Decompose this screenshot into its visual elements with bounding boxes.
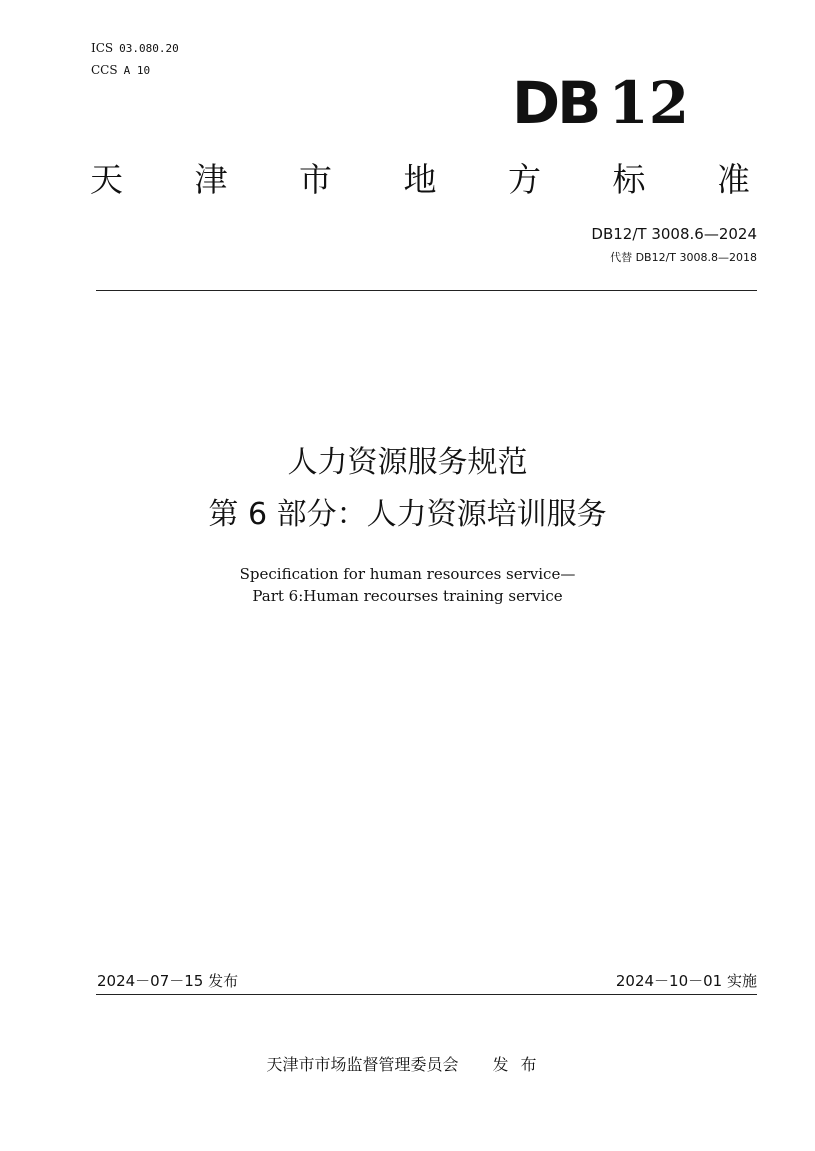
footer-divider xyxy=(96,994,757,995)
issue-date: 2024－07－15 发布 xyxy=(97,972,239,990)
ics-label: ICS xyxy=(91,41,114,55)
replaces-standard: 代替 DB12/T 3008.8—2018 xyxy=(610,251,757,264)
standard-type-char: 标 xyxy=(612,160,646,199)
ics-classification xyxy=(91,41,179,56)
ics-code: 03.080.20 xyxy=(119,42,179,55)
title-cn-main: 人力资源服务规范 xyxy=(287,445,528,480)
standard-number: DB12/T 3008.6—2024 xyxy=(591,225,757,243)
standard-type-char: 地 xyxy=(403,160,437,199)
title-en-main: Specification for human resources service— xyxy=(239,565,576,583)
ccs-label: CCS xyxy=(91,63,118,77)
ccs-classification xyxy=(91,63,150,78)
db-logo-number: 12 xyxy=(608,69,690,137)
standard-type-heading xyxy=(90,158,750,202)
standard-type-char: 天 xyxy=(90,160,123,199)
issuing-authority xyxy=(0,1054,815,1076)
issuer-action: 发布 xyxy=(492,1055,549,1074)
db-logo-letters: DB xyxy=(512,69,599,137)
title-cn-part: 第 6 部分：人力资源培训服务 xyxy=(208,497,607,532)
standard-type-char: 市 xyxy=(299,160,332,199)
standard-type-char: 方 xyxy=(508,160,541,199)
issuer-name: 天津市市场监督管理委员会 xyxy=(266,1055,459,1074)
db-logo xyxy=(512,69,690,137)
header-divider xyxy=(96,290,757,291)
ccs-code: A 10 xyxy=(123,64,151,77)
title-en-part: Part 6:Human recourses training service xyxy=(252,587,563,605)
standard-type-char: 准 xyxy=(717,160,750,199)
standard-type-char: 津 xyxy=(194,160,228,199)
implementation-date: 2024－10－01 实施 xyxy=(615,972,757,990)
